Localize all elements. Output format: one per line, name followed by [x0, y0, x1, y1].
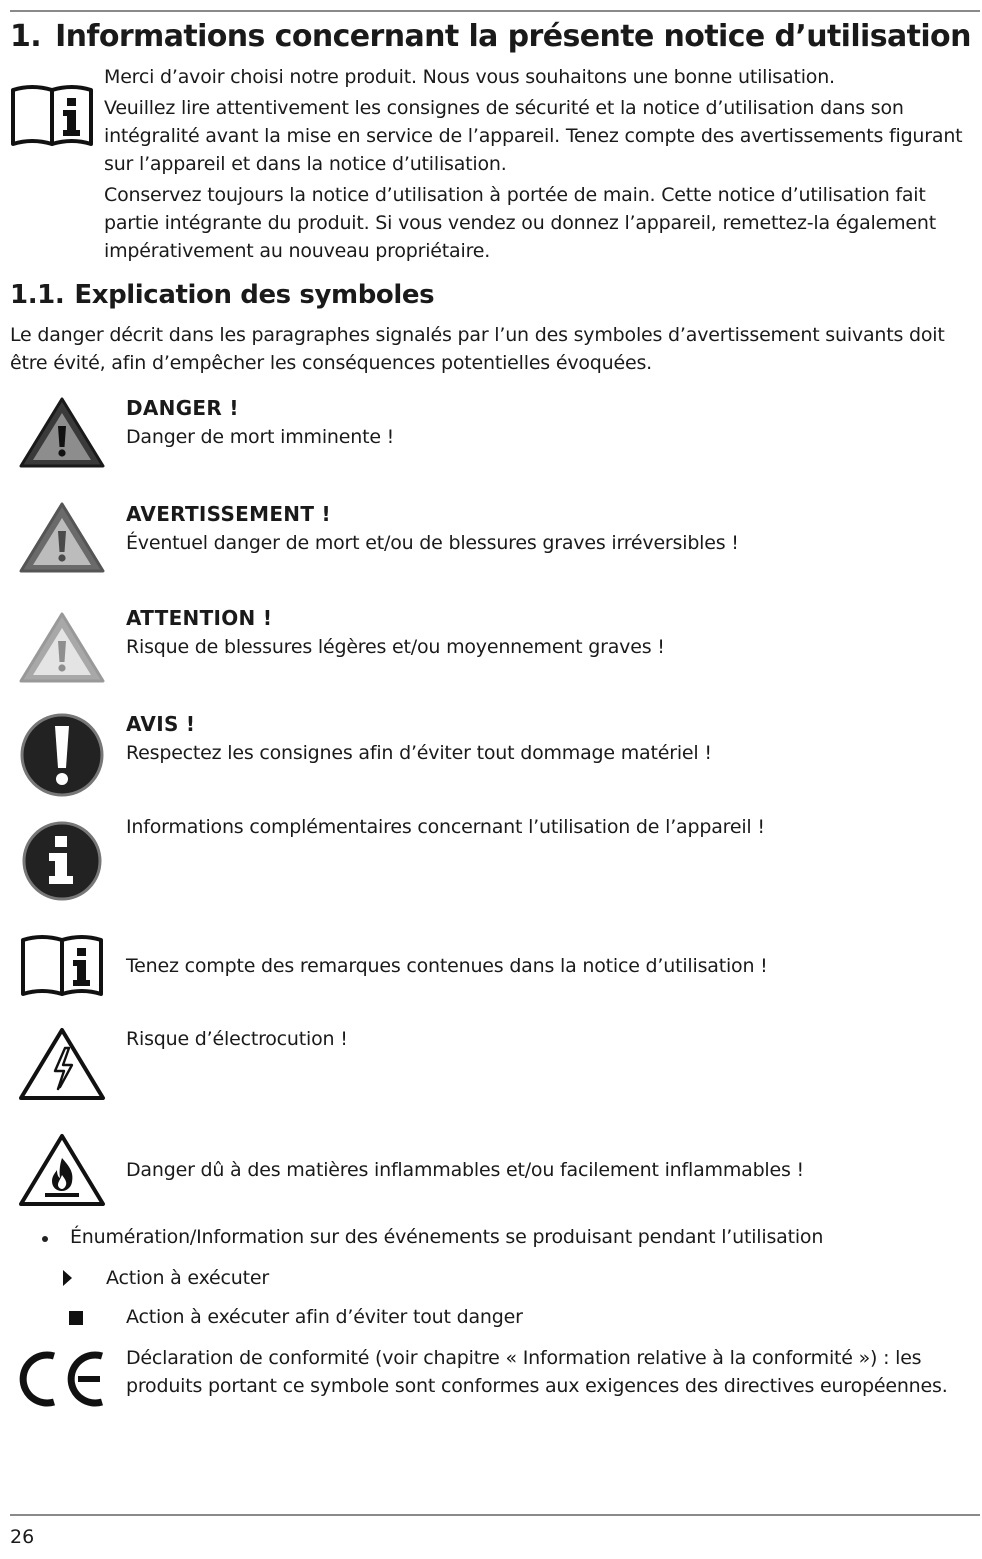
subsection-title: Explication des symboles	[74, 280, 435, 310]
page-number: 26	[10, 1526, 35, 1548]
section-title: Informations concernant la présente notice d’utilisation	[55, 19, 971, 54]
symbol-title: AVIS !	[126, 712, 196, 736]
ce-description: Déclaration de conformité (voir chapitre « Information relative à la conformité ») : les produits portant ce symbole sont conformes aux exigences des directives européennes.	[126, 1347, 948, 1397]
info-circle-icon	[18, 820, 106, 902]
symbol-entry-info	[126, 813, 976, 841]
flammable-icon	[18, 1132, 106, 1208]
symbol-entry-warning	[126, 499, 976, 557]
action-arrow-icon	[63, 1270, 72, 1286]
danger-triangle-icon	[18, 396, 106, 470]
top-rule	[10, 10, 980, 12]
intro-paragraph: Veuillez lire attentivement les consignes de sécurité et la notice d’utilisation dans son intégralité avant la mise en service de l’appareil. Tenez compte des avertissements figurant sur l’appareil et dans la notice d’utilisation.	[104, 97, 963, 175]
subsection-heading	[10, 280, 434, 310]
symbol-title: AVERTISSEMENT !	[126, 502, 331, 526]
manual-info-icon	[18, 932, 106, 998]
electric-shock-icon	[18, 1026, 106, 1102]
symbol-description: Risque d’électrocution !	[126, 1028, 348, 1050]
section-heading	[10, 19, 971, 54]
intro-text	[104, 63, 976, 265]
symbol-title: DANGER !	[126, 396, 239, 420]
symbol-entry-flammable	[126, 1156, 976, 1184]
list-bullet-text: Énumération/Information sur des événements se produisant pendant l’utilisation	[70, 1226, 824, 1248]
symbol-entry-notice	[126, 709, 976, 767]
manual-info-icon	[10, 82, 94, 148]
ce-mark-icon	[18, 1348, 106, 1410]
symbol-description: Éventuel danger de mort et/ou de blessures graves irréversibles !	[126, 532, 739, 554]
symbol-entry-electric	[126, 1025, 976, 1053]
symbol-description: Tenez compte des remarques contenues dans la notice d’utilisation !	[126, 955, 768, 977]
caution-triangle-icon	[18, 611, 106, 685]
list-action-text: Action à exécuter	[106, 1267, 269, 1289]
intro-paragraph: Conservez toujours la notice d’utilisation à portée de main. Cette notice d’utilisation fait partie intégrante du produit. Si vous vendez ou donnez l’appareil, remettez-la également impérativement au nouveau propriétaire.	[104, 184, 937, 262]
lead-paragraph: Le danger décrit dans les paragraphes signalés par l’un des symboles d’avertissement suivants doit être évité, afin d’empêcher les conséquences potentielles évoquées.	[10, 324, 945, 374]
subsection-number: 1.1.	[10, 280, 65, 310]
section-number: 1.	[10, 19, 42, 54]
list-action-danger-text: Action à exécuter afin d’éviter tout danger	[126, 1306, 523, 1328]
symbol-description: Risque de blessures légères et/ou moyennement graves !	[126, 636, 665, 658]
symbol-title: ATTENTION !	[126, 606, 273, 630]
action-square-icon	[69, 1311, 83, 1325]
symbol-description: Danger dû à des matières inflammables et/ou facilement inflammables !	[126, 1159, 804, 1181]
bullet-dot-icon	[42, 1236, 48, 1242]
symbol-description: Danger de mort imminente !	[126, 426, 395, 448]
notice-exclamation-icon	[18, 712, 106, 798]
symbol-description: Informations complémentaires concernant l’utilisation de l’appareil !	[126, 816, 765, 838]
symbol-entry-danger	[126, 393, 976, 451]
warning-triangle-icon	[18, 501, 106, 575]
symbol-description: Respectez les consignes afin d’éviter tout dommage matériel !	[126, 742, 712, 764]
ce-declaration	[126, 1344, 976, 1400]
symbol-entry-caution	[126, 603, 976, 661]
bottom-rule	[10, 1514, 980, 1516]
intro-paragraph: Merci d’avoir choisi notre produit. Nous vous souhaitons une bonne utilisation.	[104, 66, 835, 88]
symbol-entry-manual	[126, 952, 976, 980]
